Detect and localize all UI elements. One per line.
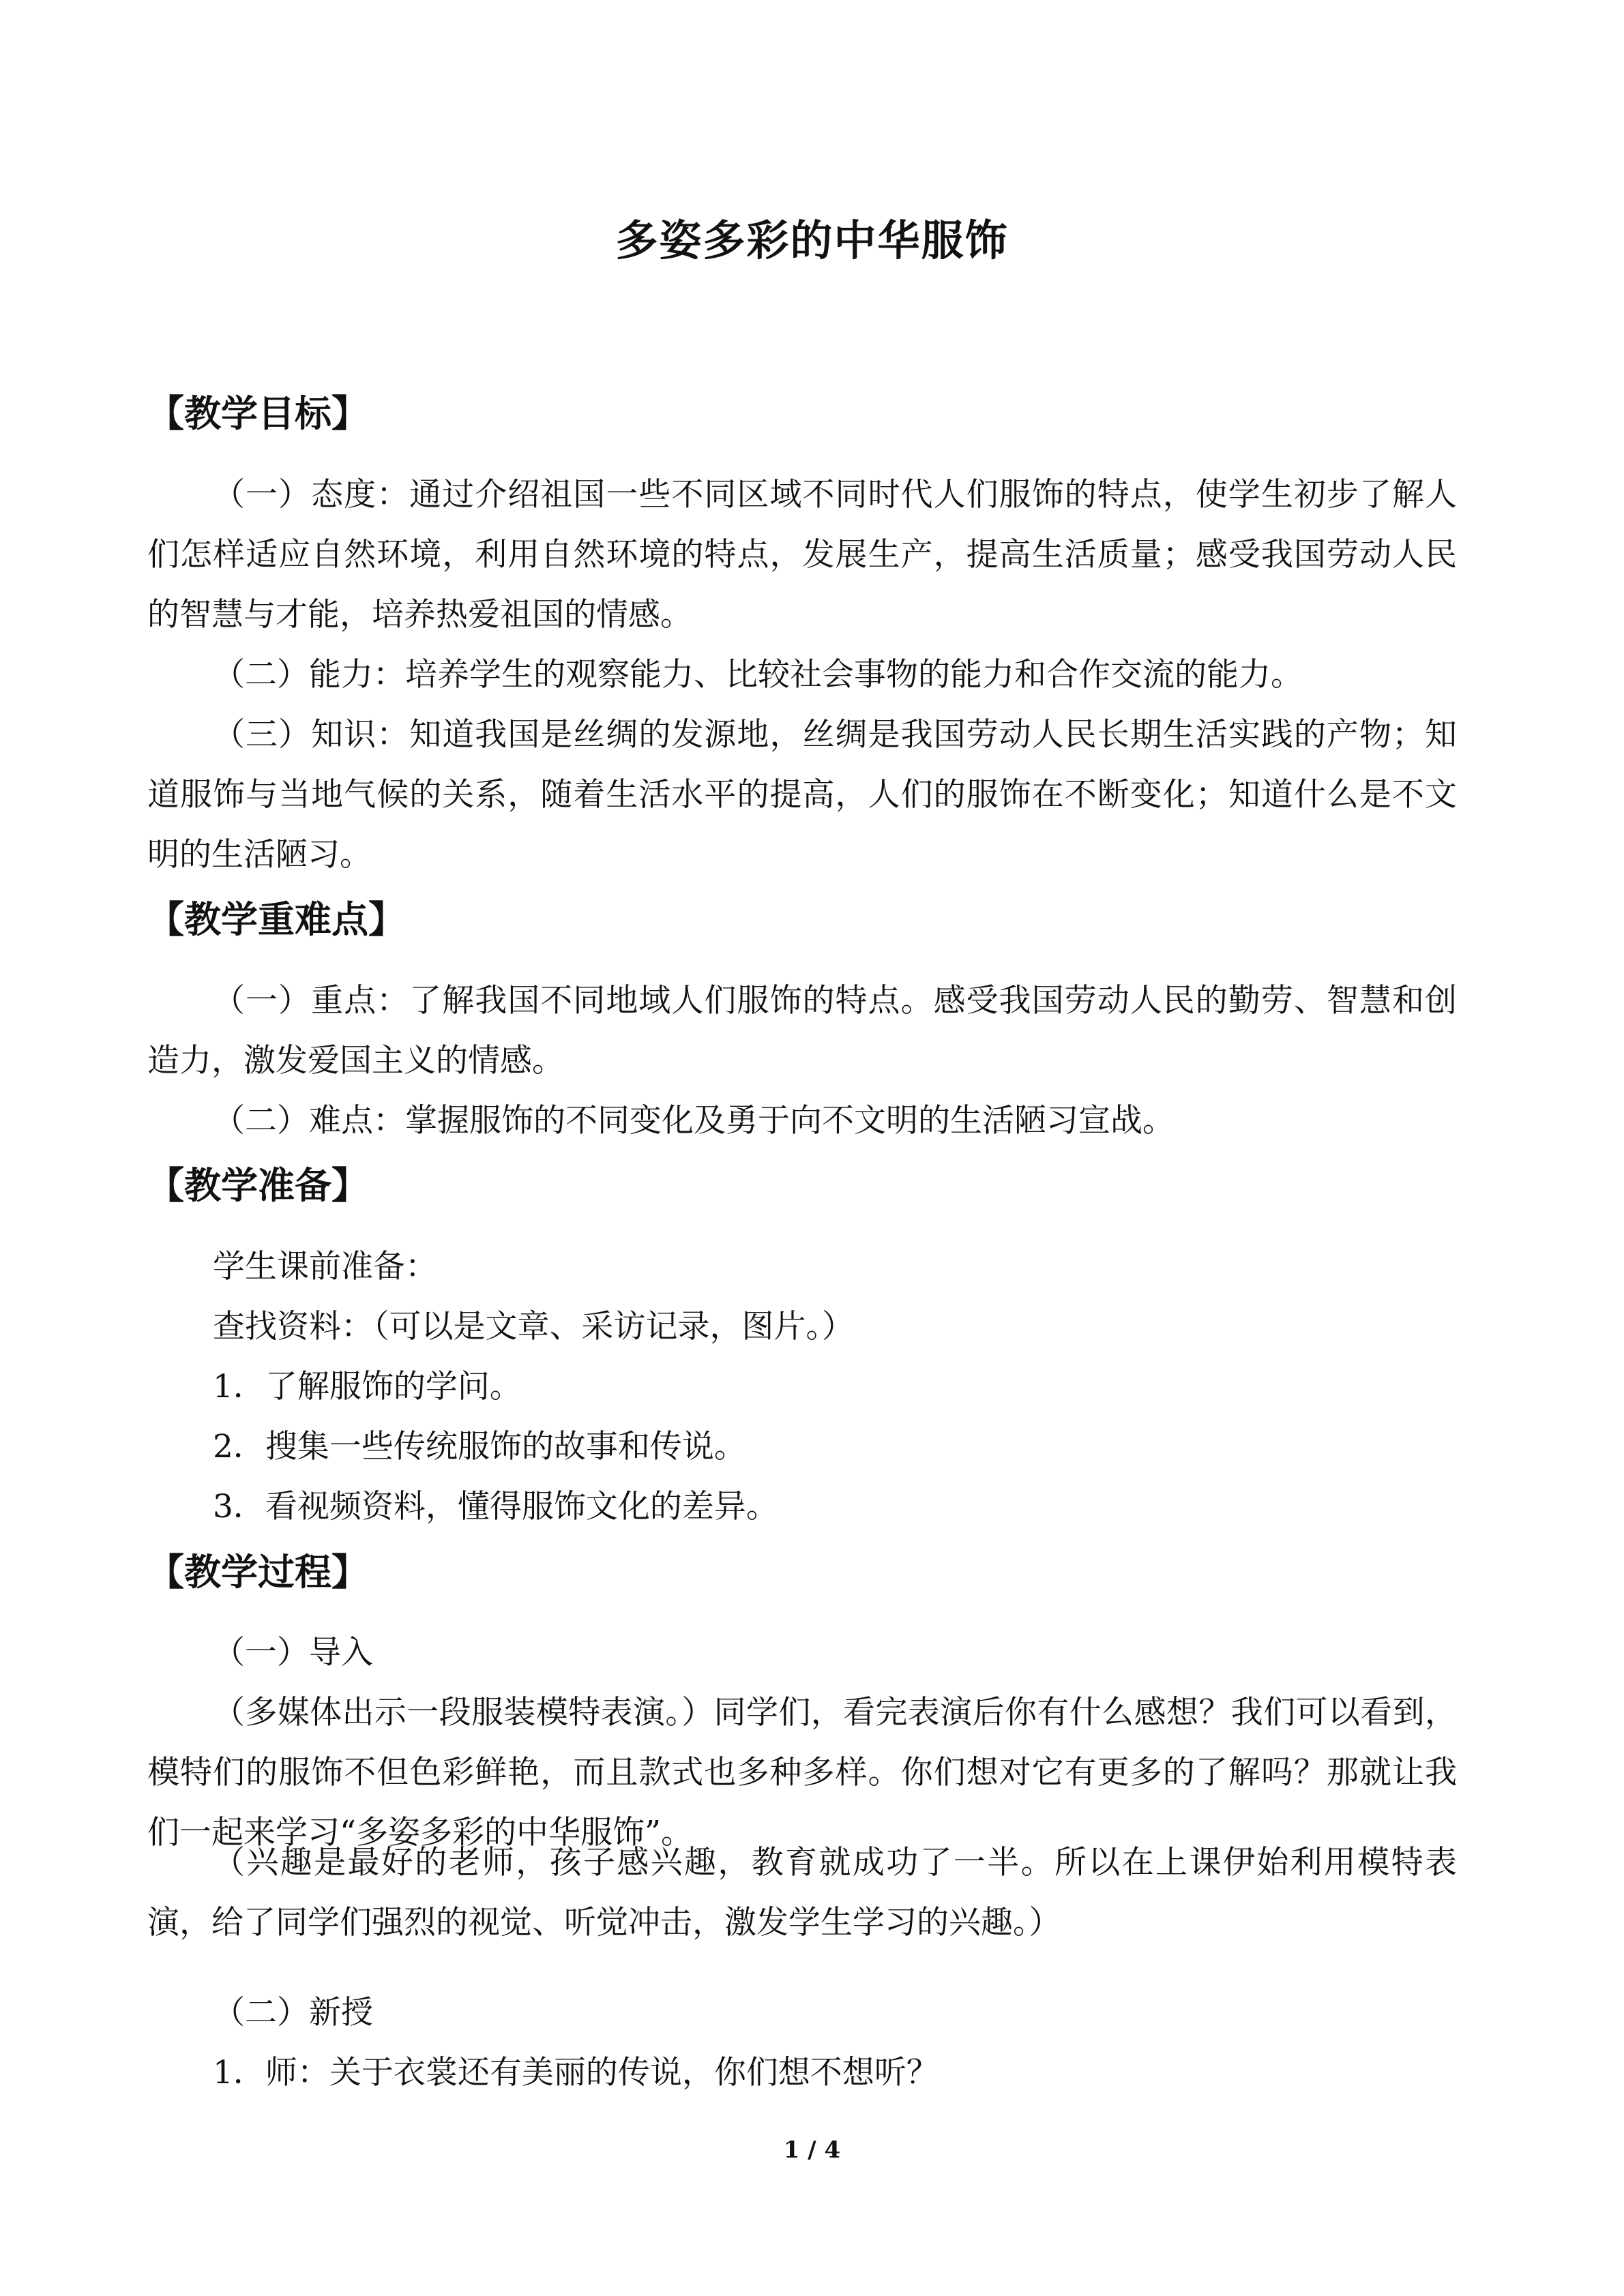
prep-list-item: 1．了解服饰的学问。 — [213, 1368, 522, 1405]
process-intro-paragraph: （多媒体出示一段服装模特表演。）同学们，看完表演后你有什么感想？我们可以看到，模特们的服饰不但色彩鲜艳，而且款式也多种多样。你们想对它有更多的了解吗？那就让我们一起来学习“多姿多彩的中华服饰”。 — [147, 1694, 1457, 1851]
heading-teaching-process: 【教学过程】 — [147, 1550, 368, 1594]
heading-key-points: 【教学重难点】 — [147, 897, 405, 941]
heading-teaching-goals: 【教学目标】 — [147, 391, 368, 435]
document-title: 多姿多彩的中华服饰 — [615, 215, 1009, 265]
page-number: 1 / 4 — [783, 2136, 841, 2164]
prep-line: 查找资料：（可以是文章、采访记录，图片。） — [213, 1308, 854, 1345]
goals-knowledge-paragraph: （三）知识：知道我国是丝绸的发源地，丝绸是我国劳动人民长期生活实践的产物；知道服饰与当地气候的关系，随着生活水平的提高，人们的服饰在不断变化；知道什么是不文明的生活陋习。 — [147, 716, 1457, 874]
prep-list-item: 3．看视频资料，懂得服饰文化的差异。 — [213, 1488, 778, 1525]
process-note-paragraph: （兴趣是最好的老师，孩子感兴趣，教育就成功了一半。所以在上课伊始利用模特表演，给了同学们强烈的视觉、听觉冲击，激发学生学习的兴趣。） — [147, 1844, 1457, 1941]
keypoints-focus-paragraph: （一）重点：了解我国不同地域人们服饰的特点。感受我国劳动人民的勤劳、智慧和创造力，激发爱国主义的情感。 — [147, 982, 1457, 1079]
keypoints-difficulty-paragraph: （二）难点：掌握服饰的不同变化及勇于向不文明的生活陋习宣战。 — [213, 1102, 1175, 1139]
prep-list-item: 2．搜集一些传统服饰的故事和传说。 — [213, 1428, 746, 1465]
process-subheading: （二）新授 — [213, 1994, 373, 2031]
heading-teaching-prep: 【教学准备】 — [147, 1163, 368, 1207]
process-subheading: （一）导入 — [213, 1634, 373, 1671]
goals-ability-paragraph: （二）能力：培养学生的观察能力、比较社会事物的能力和合作交流的能力。 — [213, 656, 1303, 694]
prep-line: 学生课前准备： — [213, 1248, 437, 1285]
goals-attitude-paragraph: （一）态度：通过介绍祖国一些不同区域不同时代人们服饰的特点，使学生初步了解人们怎样适应自然环境，利用自然环境的特点，发展生产，提高生活质量；感受我国劳动人民的智慧与才能，培养热爱祖国的情感。 — [147, 476, 1457, 633]
process-list-item: 1．师：关于衣裳还有美丽的传说，你们想不想听？ — [213, 2054, 939, 2091]
